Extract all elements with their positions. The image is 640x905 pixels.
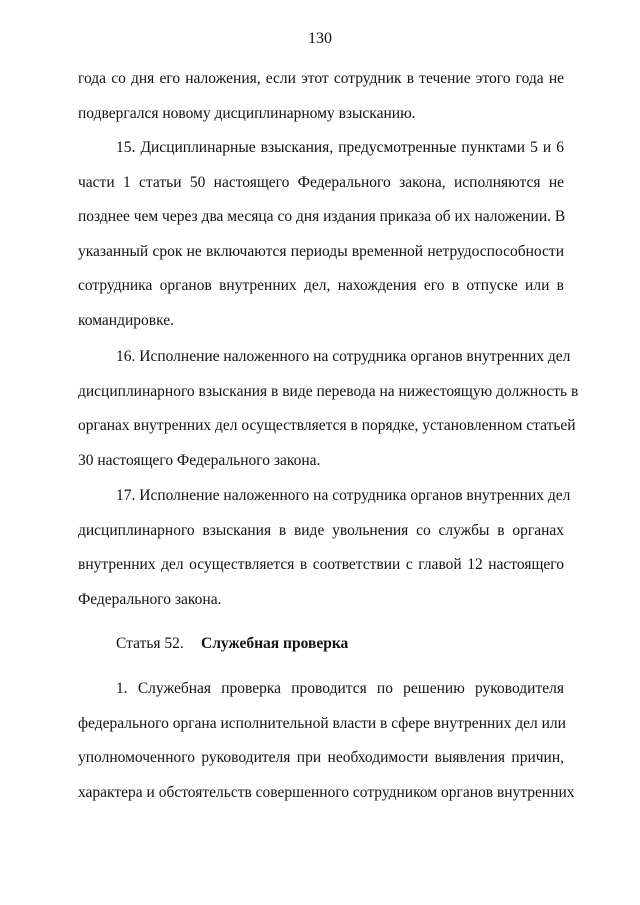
paragraph-item-15 (78, 131, 564, 338)
text-line: Федерального закона. (78, 590, 222, 608)
text-line: 16. Исполнение наложенного на сотрудника органов внутренних дел (116, 348, 571, 365)
paragraph-item-16 (78, 340, 579, 478)
text-line: командировке. (78, 311, 174, 329)
text-line: 1. Служебная проверка проводится по решению руководителя (116, 680, 564, 697)
text-line: года со дня его наложения, если этот сотрудник в течение этого года не (78, 70, 564, 87)
paragraph-continuation (78, 62, 564, 131)
text-line: указанный срок не включаются периоды временной нетрудоспособности (78, 242, 564, 260)
text-line: федерального органа исполнительной власти в сфере внутренних дел или (78, 714, 566, 732)
page-number: 130 (308, 30, 332, 47)
text-line: подвергался новому дисциплинарному взысканию. (78, 104, 416, 122)
text-line: уполномоченного руководителя при необходимости выявления причин, (78, 749, 564, 766)
text-line: дисциплинарного взыскания в виде перевода на нижестоящую должность в (78, 382, 579, 400)
paragraph-item-17 (78, 479, 571, 617)
text-line: внутренних дел осуществляется в соответствии с главой 12 настоящего (78, 556, 564, 573)
text-line: 15. Дисциплинарные взыскания, предусмотренные пунктами 5 и 6 (116, 139, 564, 156)
text-line: сотрудника органов внутренних дел, нахождения его в отпуске или в (78, 277, 564, 294)
text-line: органах внутренних дел осуществляется в порядке, установленном статьей (78, 417, 576, 434)
text-line: части 1 статьи 50 настоящего Федерального закона, исполняются не (78, 173, 564, 191)
text-line: характера и обстоятельств совершенного сотрудником органов внутренних (78, 783, 575, 801)
article-heading (116, 632, 348, 656)
article-number: Статья 52. (116, 635, 184, 652)
text-line: дисциплинарного взыскания в виде увольнения со службы в органах (78, 521, 564, 539)
article-title: Служебная проверка (201, 635, 349, 652)
text-line: 30 настоящего Федерального закона. (78, 451, 321, 469)
paragraph-article-52-item-1 (78, 672, 575, 810)
text-line: позднее чем через два месяца со дня издания приказа об их наложении. В (78, 208, 566, 225)
text-line: 17. Исполнение наложенного на сотрудника органов внутренних дел (116, 487, 571, 504)
